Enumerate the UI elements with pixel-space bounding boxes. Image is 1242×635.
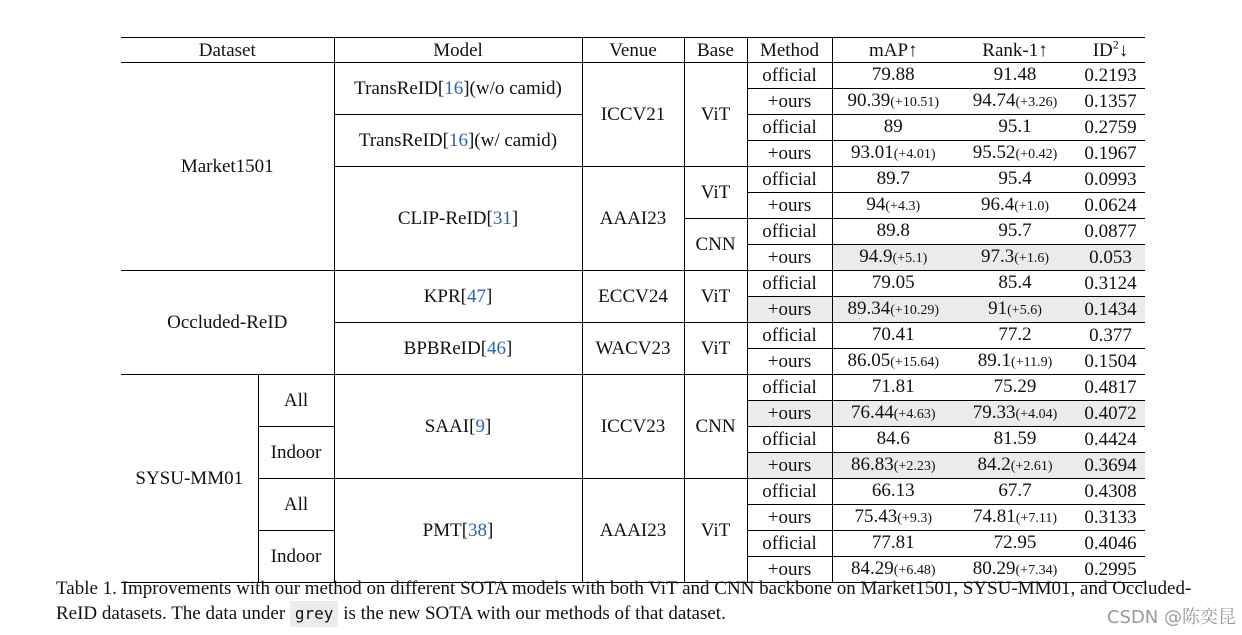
rank1-cell <box>954 323 1076 349</box>
rank1-value: 79.33 <box>972 402 1016 423</box>
ref-link[interactable]: 46 <box>487 338 507 359</box>
model-bpbreid <box>334 323 582 375</box>
header-id <box>1076 38 1145 63</box>
model-name-rest: ] <box>511 208 519 229</box>
model-kpr <box>334 271 582 323</box>
map-delta: (+2.23) <box>893 459 936 474</box>
rank1-cell <box>954 89 1076 115</box>
dataset-market: Market1501 <box>121 63 334 271</box>
map-value: 89 <box>883 116 903 137</box>
table-row <box>121 479 1145 505</box>
rank1-value: 95.4 <box>998 168 1032 189</box>
method-cell: +ours <box>747 297 832 323</box>
rank1-cell <box>954 245 1076 271</box>
model-saai <box>334 375 582 479</box>
venue: ICCV23 <box>582 375 684 479</box>
model-name: TransReID[ <box>358 130 449 151</box>
map-cell <box>832 63 954 89</box>
map-value: 86.05 <box>847 350 891 371</box>
id-cell: 0.377 <box>1076 323 1145 349</box>
method-cell: +ours <box>747 505 832 531</box>
rank1-value: 91 <box>988 298 1008 319</box>
model-transreid-w <box>334 115 582 167</box>
rank1-cell <box>954 349 1076 375</box>
id-cell: 0.0877 <box>1076 219 1145 245</box>
id-cell: 0.0624 <box>1076 193 1145 219</box>
method-cell: +ours <box>747 245 832 271</box>
rank1-cell <box>954 63 1076 89</box>
dataset-sysu: SYSU-MM01 <box>121 375 258 583</box>
rank1-cell <box>954 427 1076 453</box>
map-value: 94 <box>866 194 886 215</box>
venue: WACV23 <box>582 323 684 375</box>
table-row <box>121 63 1145 89</box>
map-value: 84.6 <box>876 428 910 449</box>
base: CNN <box>684 219 747 271</box>
map-cell <box>832 375 954 401</box>
model-transreid-wo <box>334 63 582 115</box>
id-cell: 0.4308 <box>1076 479 1145 505</box>
rank1-value: 95.52 <box>972 142 1016 163</box>
method-cell: official <box>747 479 832 505</box>
ref-link[interactable]: 31 <box>492 208 512 229</box>
map-cell <box>832 323 954 349</box>
map-value: 89.7 <box>876 168 910 189</box>
ref-link[interactable]: 16 <box>448 130 468 151</box>
base: ViT <box>684 479 747 583</box>
map-value: 79.88 <box>871 64 915 85</box>
id-cell: 0.1967 <box>1076 141 1145 167</box>
rank1-value: 95.1 <box>998 116 1032 137</box>
rank1-value: 72.95 <box>993 532 1037 553</box>
map-delta: (+4.01) <box>893 147 936 162</box>
id-cell: 0.0993 <box>1076 167 1145 193</box>
rank1-value: 75.29 <box>993 376 1037 397</box>
rank1-value: 67.7 <box>998 480 1032 501</box>
results-table <box>121 37 1145 583</box>
map-cell <box>832 115 954 141</box>
rank1-cell <box>954 271 1076 297</box>
method-cell: +ours <box>747 193 832 219</box>
model-name-rest: ](w/ camid) <box>467 130 558 151</box>
model-name: SAAI[ <box>424 416 476 437</box>
id-cell: 0.4424 <box>1076 427 1145 453</box>
map-value: 90.39 <box>847 90 891 111</box>
venue: ICCV21 <box>582 63 684 167</box>
dataset-occluded: Occluded-ReID <box>121 271 334 375</box>
header-rank1: Rank-1↑ <box>954 38 1076 63</box>
rank1-cell <box>954 401 1076 427</box>
rank1-cell <box>954 193 1076 219</box>
method-cell: official <box>747 375 832 401</box>
id-cell: 0.4817 <box>1076 375 1145 401</box>
header-map: mAP↑ <box>832 38 954 63</box>
rank1-cell <box>954 219 1076 245</box>
rank1-cell <box>954 141 1076 167</box>
map-value: 89.8 <box>876 220 910 241</box>
map-value: 71.81 <box>871 376 915 397</box>
header-id-arrow: ↓ <box>1118 39 1129 61</box>
map-cell <box>832 401 954 427</box>
rank1-cell <box>954 479 1076 505</box>
rank1-value: 96.4 <box>981 194 1015 215</box>
rank1-delta: (+5.6) <box>1007 303 1042 318</box>
rank1-delta: (+3.26) <box>1015 95 1058 110</box>
map-value: 79.05 <box>871 272 915 293</box>
rank1-value: 85.4 <box>998 272 1032 293</box>
rank1-delta: (+2.61) <box>1010 459 1053 474</box>
map-cell <box>832 167 954 193</box>
header-base: Base <box>684 38 747 63</box>
base: ViT <box>684 271 747 323</box>
rank1-cell <box>954 505 1076 531</box>
method-cell: +ours <box>747 557 832 583</box>
map-cell <box>832 479 954 505</box>
method-cell: +ours <box>747 141 832 167</box>
map-value: 94.9 <box>859 246 893 267</box>
map-delta: (+10.51) <box>890 95 939 110</box>
model-name-rest: ] <box>506 338 513 359</box>
rank1-value: 84.2 <box>977 454 1011 475</box>
map-value: 77.81 <box>871 532 915 553</box>
header-row <box>121 38 1145 63</box>
method-cell: +ours <box>747 89 832 115</box>
method-cell: +ours <box>747 401 832 427</box>
map-delta: (+5.1) <box>892 251 928 266</box>
rank1-cell <box>954 167 1076 193</box>
rank1-value: 77.2 <box>998 324 1032 345</box>
method-cell: official <box>747 271 832 297</box>
rank1-delta: (+0.42) <box>1015 147 1058 162</box>
caption-grey-highlight: grey <box>290 601 339 627</box>
model-name-rest: ] <box>486 286 493 307</box>
rank1-value: 94.74 <box>972 90 1016 111</box>
table-row <box>121 271 1145 297</box>
map-cell <box>832 349 954 375</box>
model-clip-reid <box>334 167 582 271</box>
map-cell <box>832 453 954 479</box>
model-name: KPR[ <box>423 286 467 307</box>
rank1-value: 80.29 <box>972 558 1016 579</box>
table-row <box>121 375 1145 401</box>
model-name: BPBReID[ <box>403 338 488 359</box>
rank1-delta: (+7.34) <box>1015 563 1058 578</box>
ref-link[interactable]: 38 <box>468 520 488 541</box>
method-cell: official <box>747 115 832 141</box>
base: ViT <box>684 323 747 375</box>
method-cell: official <box>747 167 832 193</box>
sysu-mode-all: All <box>258 479 334 531</box>
method-cell: official <box>747 531 832 557</box>
method-cell: official <box>747 427 832 453</box>
ref-link[interactable]: 16 <box>444 78 464 99</box>
map-value: 86.83 <box>851 454 894 475</box>
map-value: 84.29 <box>851 558 894 579</box>
ref-link[interactable]: 47 <box>467 286 486 307</box>
map-cell <box>832 271 954 297</box>
rank1-value: 95.7 <box>998 220 1032 241</box>
venue: ECCV24 <box>582 271 684 323</box>
id-cell: 0.2759 <box>1076 115 1145 141</box>
sysu-mode-all: All <box>258 375 334 427</box>
header-venue: Venue <box>582 38 684 63</box>
id-cell: 0.1434 <box>1076 297 1145 323</box>
id-cell: 0.2995 <box>1076 557 1145 583</box>
header-id-text: ID <box>1092 39 1113 61</box>
header-dataset: Dataset <box>121 38 334 63</box>
id-cell: 0.053 <box>1076 245 1145 271</box>
rank1-delta: (+4.04) <box>1015 407 1058 422</box>
map-delta: (+9.3) <box>897 511 932 526</box>
rank1-delta: (+7.11) <box>1015 511 1057 526</box>
rank1-cell <box>954 297 1076 323</box>
caption-text-end: is the new SOTA with our methods of that dataset. <box>338 603 726 624</box>
rank1-delta: (+11.9) <box>1011 355 1053 370</box>
base: ViT <box>684 63 747 167</box>
map-value: 66.13 <box>871 480 915 501</box>
rank1-value: 74.81 <box>973 506 1016 527</box>
base: CNN <box>684 375 747 479</box>
map-cell <box>832 89 954 115</box>
rank1-value: 97.3 <box>981 246 1015 267</box>
id-cell: 0.4046 <box>1076 531 1145 557</box>
map-cell <box>832 219 954 245</box>
model-name: TransReID[ <box>354 78 445 99</box>
map-cell <box>832 193 954 219</box>
id-cell: 0.1357 <box>1076 89 1145 115</box>
rank1-cell <box>954 115 1076 141</box>
method-cell: official <box>747 63 832 89</box>
model-name: PMT[ <box>422 520 469 541</box>
venue: AAAI23 <box>582 479 684 583</box>
id-cell: 0.3124 <box>1076 271 1145 297</box>
sysu-mode-indoor: Indoor <box>258 531 334 583</box>
map-delta: (+15.64) <box>890 355 939 370</box>
map-value: 76.44 <box>851 402 894 423</box>
map-cell <box>832 505 954 531</box>
rank1-value: 81.59 <box>993 428 1037 449</box>
rank1-cell <box>954 453 1076 479</box>
method-cell: official <box>747 219 832 245</box>
venue: AAAI23 <box>582 167 684 271</box>
map-delta: (+10.29) <box>890 303 939 318</box>
rank1-cell <box>954 531 1076 557</box>
map-value: 93.01 <box>851 142 894 163</box>
map-value: 89.34 <box>847 298 891 319</box>
table-caption <box>56 576 1226 627</box>
map-cell <box>832 297 954 323</box>
rank1-value: 89.1 <box>977 350 1012 371</box>
map-value: 70.41 <box>871 324 915 345</box>
watermark: CSDN @陈奕昆 <box>1106 607 1236 628</box>
model-name: CLIP-ReID[ <box>397 208 493 229</box>
id-cell: 0.3694 <box>1076 453 1145 479</box>
rank1-value: 91.48 <box>993 64 1037 85</box>
id-cell: 0.2193 <box>1076 63 1145 89</box>
caption-text: Table 1. Improvements with our method on different SOTA models with both ViT and CNN backbone on Market1501, SYSU-MM01, and Occluded-ReID datasets. The data under <box>56 578 1192 624</box>
map-cell <box>832 531 954 557</box>
method-cell: +ours <box>747 349 832 375</box>
map-delta: (+4.3) <box>885 199 921 214</box>
model-name-rest: ] <box>484 416 492 437</box>
sysu-mode-indoor: Indoor <box>258 427 334 479</box>
header-method: Method <box>747 38 832 63</box>
rank1-cell <box>954 375 1076 401</box>
model-pmt <box>334 479 582 583</box>
model-name-rest: ](w/o camid) <box>463 78 562 99</box>
header-id-sup: 2 <box>1112 37 1119 52</box>
map-delta: (+6.48) <box>893 563 936 578</box>
rank1-delta: (+1.6) <box>1014 251 1049 266</box>
method-cell: official <box>747 323 832 349</box>
map-cell <box>832 141 954 167</box>
id-cell: 0.4072 <box>1076 401 1145 427</box>
rank1-delta: (+1.0) <box>1014 199 1049 214</box>
map-value: 75.43 <box>854 506 898 527</box>
map-cell <box>832 427 954 453</box>
header-model: Model <box>334 38 582 63</box>
map-delta: (+4.63) <box>893 407 936 422</box>
id-cell: 0.1504 <box>1076 349 1145 375</box>
map-cell <box>832 245 954 271</box>
base: ViT <box>684 167 747 219</box>
method-cell: +ours <box>747 453 832 479</box>
id-cell: 0.3133 <box>1076 505 1145 531</box>
ref-link[interactable]: 9 <box>475 416 485 437</box>
model-name-rest: ] <box>487 520 494 541</box>
